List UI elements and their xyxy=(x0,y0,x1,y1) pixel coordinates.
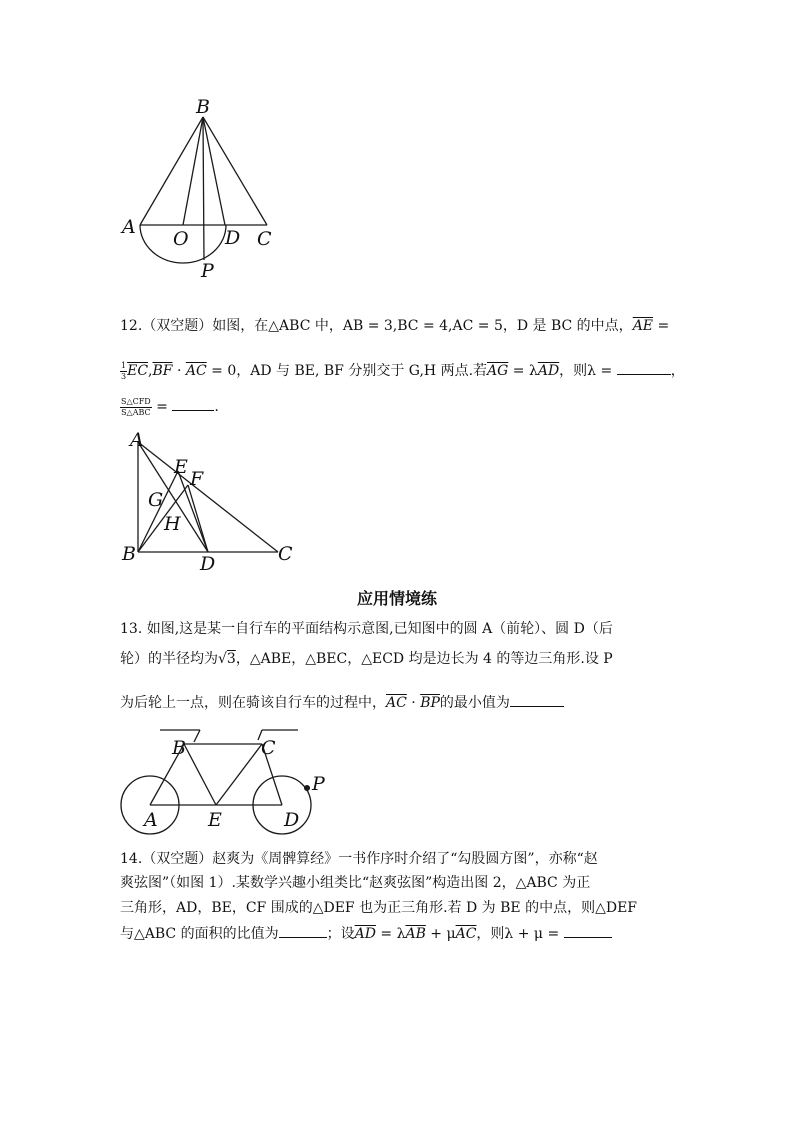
q12-eq-2: = xyxy=(151,399,173,415)
q14-text-3: ，则λ + μ = xyxy=(476,926,564,942)
q12-area-ratio: $\frac{\text{S△CFD}}{\text{S△ABC}}$ xyxy=(121,396,151,417)
q14-text-2: ；设 xyxy=(326,926,355,942)
q12-comma-2: ， xyxy=(670,363,685,379)
question-12-line-3 xyxy=(120,396,680,418)
label-C: C xyxy=(257,228,272,250)
label-C: C xyxy=(278,543,293,565)
q13-text-1: 轮）的半径均为 xyxy=(120,651,218,667)
q14-vector-AD: $\overline{AD}$ xyxy=(354,926,376,942)
q14-vector-AB: $\overline{AB}$ xyxy=(405,926,426,942)
question-12-line-1 xyxy=(120,316,680,336)
label-P: P xyxy=(201,260,214,282)
q14-vector-AC: $\overline{AC}$ xyxy=(455,926,477,942)
q12-fraction-one-third: $\frac{1}{3}$ xyxy=(121,360,127,381)
label-A: A xyxy=(130,429,144,451)
question-14-line-1: 14.（双空题）赵爽为《周髀算经》一书作序时介绍了“勾股圆方图”，亦称“赵 xyxy=(120,851,598,867)
q14-mu: + μ xyxy=(425,926,456,942)
question-14-line-2: 爽弦图”（如图 1）.某数学兴趣小组类比“赵爽弦图”构造出图 2，△ABC 为正 xyxy=(120,875,591,891)
q12-answer-blank-1[interactable] xyxy=(617,360,671,375)
label-F: F xyxy=(190,468,204,490)
q13-text-4: 的最小值为 xyxy=(439,695,510,711)
question-13-line-3 xyxy=(120,692,680,713)
q13-text-3: 为后轮上一点，则在骑该自行车的过程中， xyxy=(120,695,386,711)
q14-answer-blank-2[interactable] xyxy=(564,923,612,938)
q13-answer-blank[interactable] xyxy=(510,692,564,707)
edge-BP xyxy=(203,117,204,260)
section-heading: 应用情境练 xyxy=(356,589,437,608)
q12-comma: , xyxy=(148,363,153,379)
label-P: P xyxy=(312,773,325,795)
seat-post xyxy=(194,730,200,742)
q12-vector-AC: $\overline{AC}$ xyxy=(185,363,207,379)
q14-answer-blank-1[interactable] xyxy=(279,923,327,938)
q12-vector-AG: $\overline{AG}$ xyxy=(487,363,509,379)
point-P xyxy=(305,786,310,791)
q13-dot: · xyxy=(406,695,421,711)
q12-text-1: 12.（双空题）如图，在△ABC 中，AB = 3,BC = 4,AC = 5，D 是 BC 的中点， xyxy=(120,318,633,334)
q12-text-2: = 0，AD 与 BE, BF 分别交于 G,H 两点.若 xyxy=(206,363,488,379)
q13-vector-AC: $\overline{AC}$ xyxy=(386,695,407,711)
question-12-line-2 xyxy=(120,360,685,382)
q12-dot: · xyxy=(172,363,186,379)
edge-BC xyxy=(203,117,267,225)
label-C: C xyxy=(261,737,276,759)
label-B: B xyxy=(122,543,136,565)
label-H: H xyxy=(164,513,181,535)
q12-vector-EC: $\overline{EC}$ xyxy=(127,363,149,379)
label-B: B xyxy=(196,96,210,118)
label-O: O xyxy=(173,228,189,250)
question-14-line-3: 三角形，AD，BE，CF 围成的△DEF 也为正三角形.若 D 为 BE 的中点，则△DEF xyxy=(120,900,638,916)
label-E: E xyxy=(174,456,188,478)
label-D: D xyxy=(200,553,216,575)
q13-sqrt: √3 xyxy=(218,651,236,667)
q14-text-1: 与△ABC 的面积的比值为 xyxy=(120,926,279,942)
q12-vector-BF: $\overline{BF}$ xyxy=(152,363,173,379)
label-A: A xyxy=(144,809,158,831)
label-G: G xyxy=(148,489,164,511)
q12-lambda: = λ xyxy=(508,363,538,379)
edge-BE xyxy=(184,744,216,805)
q12-vector-AD: $\overline{AD}$ xyxy=(537,363,560,379)
figure-triangle-semicircle xyxy=(110,95,290,285)
label-D: D xyxy=(225,227,241,249)
figure-right-triangle xyxy=(118,428,308,578)
question-14-line-4 xyxy=(120,923,680,944)
edge-BE xyxy=(138,471,178,552)
figure-bicycle xyxy=(118,722,338,837)
label-B: B xyxy=(172,737,186,759)
edge-BD xyxy=(203,117,225,225)
q12-period: . xyxy=(214,399,219,415)
q12-eq: = xyxy=(653,318,670,334)
q13-vector-BP: $\overline{BP}$ xyxy=(420,695,440,711)
q14-lambda: = λ xyxy=(375,926,406,942)
q12-answer-blank-2[interactable] xyxy=(172,396,214,411)
label-A: A xyxy=(122,216,136,238)
label-E: E xyxy=(208,809,222,831)
q12-text-3: ，则λ = xyxy=(559,363,617,379)
q12-vector-AE: $\overline{AE}$ xyxy=(632,318,654,334)
question-13-line-1: 13. 如图,这是某一自行车的平面结构示意图,已知图中的圆 A（前轮）、圆 D（后 xyxy=(120,621,613,637)
label-D: D xyxy=(284,809,300,831)
q13-text-2: ，△ABE，△BEC，△ECD 均是边长为 4 的等边三角形.设 P xyxy=(235,651,613,667)
question-13-line-2 xyxy=(120,649,680,669)
